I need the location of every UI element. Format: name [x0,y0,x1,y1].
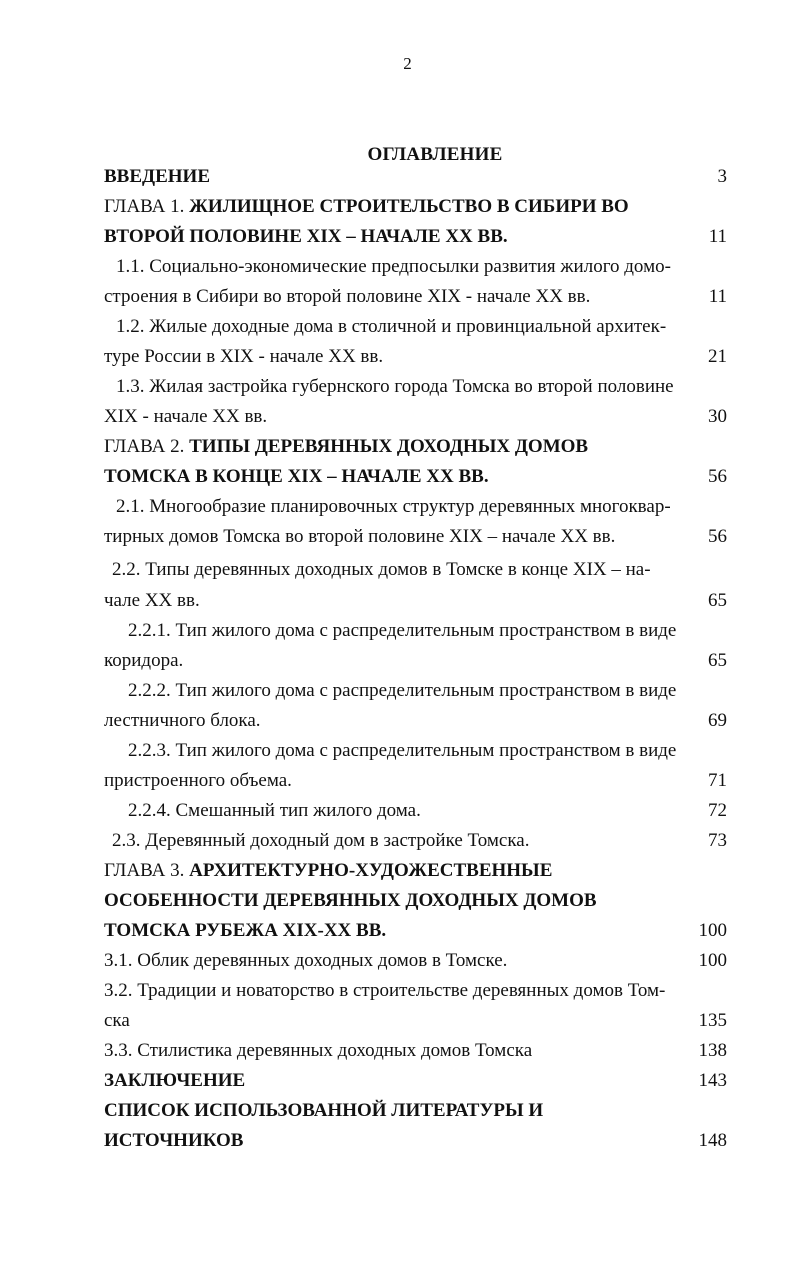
toc-entry-section-2-2-2 [0,676,795,706]
toc-entry-text: 2.1. Многообразие планировочных структур деревянных многоквар- [116,496,671,517]
toc-entry-text: тирных домов Томска во второй половине XIX – начале XX вв. [104,526,616,547]
toc-entry-text [104,192,629,222]
toc-entry-section-1-3 [0,372,795,402]
toc-entry-text: ТОМСКА РУБЕЖА XIX-XX ВВ. [104,920,387,941]
toc-entry-section-2-2-3-cont [0,766,795,796]
toc-entry-page: 135 [698,1010,727,1031]
toc-entry-section-1-2-cont [0,342,795,372]
toc-entry-page: 21 [708,346,727,367]
toc-entry-text: 2.2. Типы деревянных доходных домов в Томске в конце XIX – на- [112,559,651,580]
toc-entry-text: 2.2.3. Тип жилого дома с распределительным пространством в виде [128,740,677,761]
toc-entry-text: ОСОБЕННОСТИ ДЕРЕВЯННЫХ ДОХОДНЫХ ДОМОВ [104,890,597,911]
toc-entry-page: 30 [708,406,727,427]
toc-entry-text: ВТОРОЙ ПОЛОВИНЕ XIX – НАЧАЛЕ XX ВВ. [104,226,508,247]
toc-entry-text: 1.2. Жилые доходные дома в столичной и провинциальной архитек- [116,316,667,337]
toc-entry-section-1-2 [0,312,795,342]
toc-entry-page: 143 [698,1070,727,1091]
toc-entry-chapter-1-cont [0,222,795,252]
toc-entry-chapter-3 [0,856,795,886]
toc-entry-section-3-2 [0,976,795,1006]
toc-title: ОГЛАВЛЕНИЕ [367,144,503,165]
chapter-prefix: ГЛАВА 3. [104,860,190,881]
toc-entry-section-2-2-cont [0,586,795,616]
toc-entry-text: ЗАКЛЮЧЕНИЕ [104,1070,246,1091]
toc-entry-references-cont [0,1126,795,1156]
toc-entry-section-1-1 [0,252,795,282]
toc-entry-text: пристроенного объема. [104,770,292,791]
toc-entry-section-2-1 [0,492,795,522]
toc-entry-text: XIX - начале XX вв. [104,406,268,427]
toc-entry-text: чале XX вв. [104,590,200,611]
toc-entry-text: лестничного блока. [104,710,261,731]
toc-entry-section-2-2-2-cont [0,706,795,736]
toc-entry-conclusion [0,1066,795,1096]
toc-entry-text: 1.1. Социально-экономические предпосылки развития жилого домо- [116,256,671,277]
chapter-title: АРХИТЕКТУРНО-ХУДОЖЕСТВЕННЫЕ [189,860,553,881]
toc-entry-page: 138 [698,1040,727,1061]
toc-entry-text [104,856,552,886]
toc-entry-section-2-2-4 [0,796,795,826]
toc-entry-text: 1.3. Жилая застройка губернского города Томска во второй половине [116,376,674,397]
toc-entry-section-3-2-cont [0,1006,795,1036]
toc-entry-page: 3 [717,166,727,187]
toc-entry-chapter-1 [0,192,795,222]
toc-entry-text: 2.2.1. Тип жилого дома с распределительным пространством в виде [128,620,677,641]
toc-entry-page: 56 [708,526,727,547]
toc-entry-section-3-1 [0,946,795,976]
toc-entry-text: ТОМСКА В КОНЦЕ XIX – НАЧАЛЕ XX ВВ. [104,466,489,487]
toc-entry-text: 3.2. Традиции и новаторство в строительстве деревянных домов Том- [104,980,666,1001]
toc-entry-page: 73 [708,830,727,851]
toc-entry-text: ВВЕДЕНИЕ [104,166,210,187]
toc-entry-chapter-2-cont [0,462,795,492]
toc-entry-text: 3.3. Стилистика деревянных доходных домов Томска [104,1040,533,1061]
toc-entry-text: коридора. [104,650,184,671]
toc-entry-section-1-1-cont [0,282,795,312]
chapter-title: ЖИЛИЩНОЕ СТРОИТЕЛЬСТВО В СИБИРИ ВО [189,196,629,217]
toc-entry-section-2-3 [0,826,795,856]
toc-entry-page: 65 [708,650,727,671]
toc-entry-page: 100 [698,920,727,941]
chapter-title: ТИПЫ ДЕРЕВЯННЫХ ДОХОДНЫХ ДОМОВ [189,436,589,457]
toc-entry-page: 65 [708,590,727,611]
chapter-prefix: ГЛАВА 2. [104,436,190,457]
toc-entry-text: 2.2.4. Смешанный тип жилого дома. [128,800,421,821]
toc-entry-section-1-3-cont [0,402,795,432]
toc-entry-page: 11 [708,286,727,307]
toc-entry-text: 2.3. Деревянный доходный дом в застройке Томска. [112,830,530,851]
toc-entry-page: 71 [708,770,727,791]
toc-entry-page: 69 [708,710,727,731]
toc-entry-section-2-2 [0,555,795,585]
toc-entry-page: 56 [708,466,727,487]
chapter-prefix: ГЛАВА 1. [104,196,190,217]
toc-entry-section-2-1-cont [0,522,795,552]
page-number: 2 [403,54,412,73]
toc-entry-chapter-3-cont-2 [0,916,795,946]
toc-entry-text: ска [104,1010,130,1031]
toc-entry-page: 72 [708,800,727,821]
toc-entry-section-3-3 [0,1036,795,1066]
toc-entry-text: 3.1. Облик деревянных доходных домов в Томске. [104,950,508,971]
toc-entry-references [0,1096,795,1126]
toc-entry-page: 100 [698,950,727,971]
toc-entry-text: туре России в XIX - начале XX вв. [104,346,384,367]
toc-entry-text: 2.2.2. Тип жилого дома с распределительным пространством в виде [128,680,677,701]
toc-entry-section-2-2-3 [0,736,795,766]
toc-entry-section-2-2-1-cont [0,646,795,676]
toc-entry-chapter-2 [0,432,795,462]
toc-entry-page: 148 [698,1130,727,1151]
toc-entry-page: 11 [708,226,727,247]
toc-entry-text: ИСТОЧНИКОВ [104,1130,244,1151]
toc-entry-intro [0,162,795,192]
toc-entry-chapter-3-cont [0,886,795,916]
toc-entry-section-2-2-1 [0,616,795,646]
toc-entry-text: строения в Сибири во второй половине XIX - начале XX вв. [104,286,591,307]
toc-entry-text: СПИСОК ИСПОЛЬЗОВАННОЙ ЛИТЕРАТУРЫ И [104,1100,544,1121]
toc-entry-text [104,432,588,462]
